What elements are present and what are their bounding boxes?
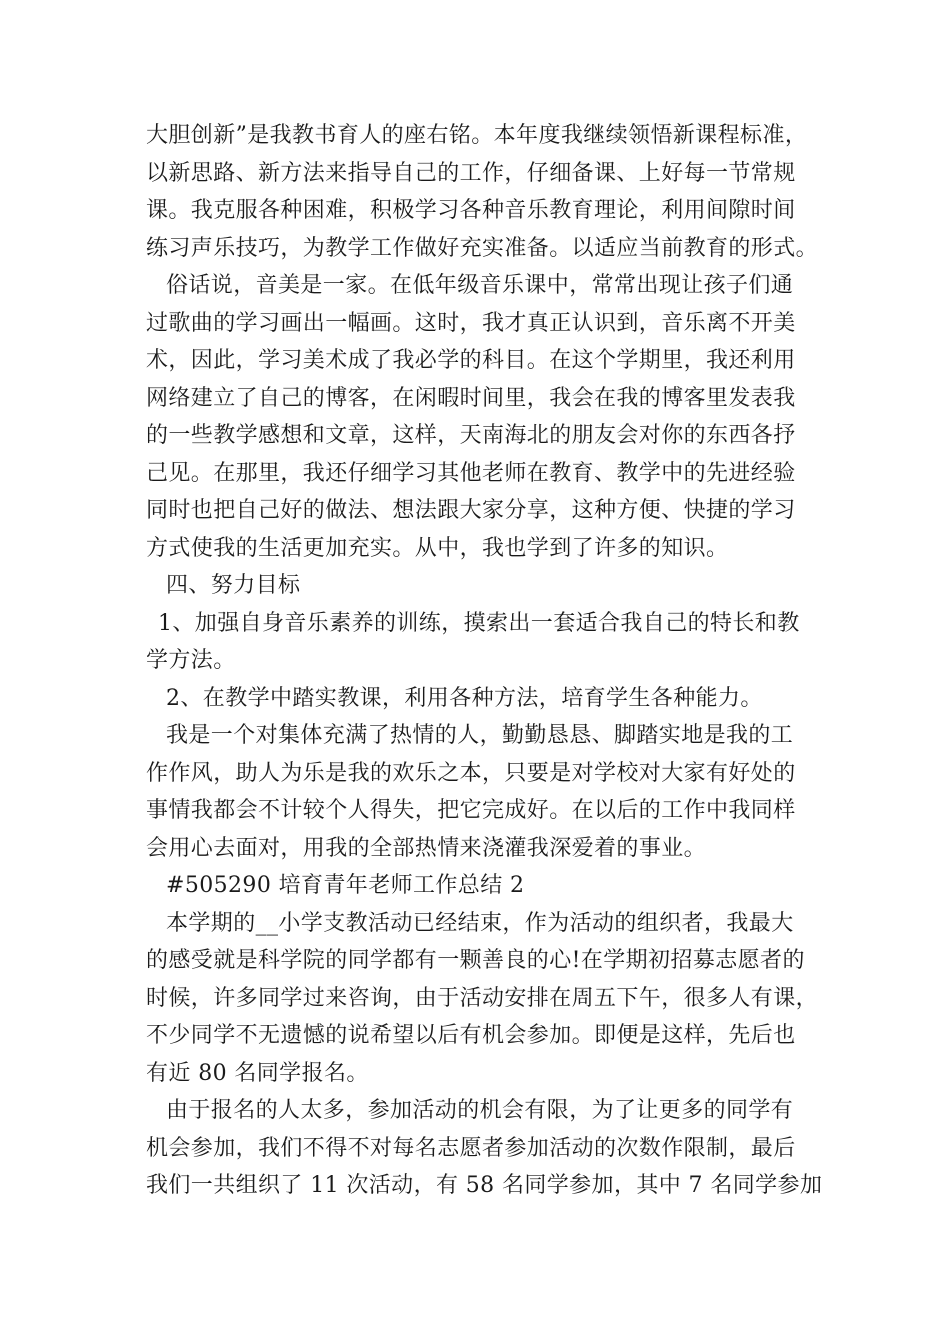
text-line: 的一些教学感想和文章，这样，天南海北的朋友会对你的东西各抒 xyxy=(146,423,796,448)
text-line: 网络建立了自己的博客，在闲暇时间里，我会在我的博客里发表我 xyxy=(146,385,796,411)
text-line: 事情我都会不计较个人得失，把它完成好。在以后的工作中我同样 xyxy=(146,798,796,823)
text-line: 大胆创新”是我教书育人的座右铭。本年度我继续领悟新课程标准， xyxy=(146,123,808,148)
text-line: 有近 80 名同学报名。 xyxy=(146,1060,369,1086)
text-line: 俗话说，音美是一家。在低年级音乐课中，常常出现让孩子们通 xyxy=(166,273,794,298)
text-line: 由于报名的人太多，参加活动的机会有限，为了让更多的同学有 xyxy=(166,1098,794,1123)
list-item: 1、加强自身音乐素养的训练，摸索出一套适合我自己的特长和教 xyxy=(158,610,800,636)
text-line: 以新思路、新方法来指导自己的工作，仔细备课、上好每一节常规 xyxy=(146,160,796,186)
text-line: 术，因此，学习美术成了我必学的科目。在这个学期里，我还利用 xyxy=(146,348,796,373)
text-line: 练习声乐技巧，为教学工作做好充实准备。以适应当前教育的形式。 xyxy=(146,235,819,261)
text-line: 时候，许多同学过来咨询，由于活动安排在周五下午，很多人有课， xyxy=(146,985,819,1011)
text-line: 我们一共组织了 11 次活动，有 58 名同学参加，其中 7 名同学参加 xyxy=(146,1173,823,1198)
text-line: 机会参加，我们不得不对每名志愿者参加活动的次数作限制，最后 xyxy=(146,1135,796,1161)
text-line: 过歌曲的学习画出一幅画。这时，我才真正认识到，音乐离不开美 xyxy=(146,310,796,336)
text-line: 我是一个对集体充满了热情的人，勤勤恳恳、脚踏实地是我的工 xyxy=(166,723,794,748)
list-item: 2、在教学中踏实教课，利用各种方法，培育学生各种能力。 xyxy=(166,685,763,711)
section-heading: 四、努力目标 xyxy=(166,573,301,598)
text-line: 学方法。 xyxy=(146,648,236,673)
text-line: 本学期的__小学支教活动已经结束，作为活动的组织者，我最大 xyxy=(166,910,794,936)
section-title: #505290 培育青年老师工作总结 2 xyxy=(166,873,525,898)
text-line: 的感受就是科学院的同学都有一颗善良的心!在学期初招募志愿者的 xyxy=(146,948,805,973)
text-line: 不少同学不无遗憾的说希望以后有机会参加。即便是这样，先后也 xyxy=(146,1023,796,1048)
text-line: 己见。在那里，我还仔细学习其他老师在教育、教学中的先进经验 xyxy=(146,460,796,486)
body-text xyxy=(146,117,823,1205)
text-line: 会用心去面对，用我的全部热情来浇灌我深爱着的事业。 xyxy=(146,835,707,861)
text-line: 课。我克服各种困难，积极学习各种音乐教育理论，利用间隙时间 xyxy=(146,198,796,223)
text-line: 作作风，助人为乐是我的欢乐之本，只要是对学校对大家有好处的 xyxy=(146,760,796,786)
text-line: 同时也把自己好的做法、想法跟大家分享，这种方便、快捷的学习 xyxy=(146,498,796,523)
text-line: 方式使我的生活更加充实。从中，我也学到了许多的知识。 xyxy=(146,535,729,561)
